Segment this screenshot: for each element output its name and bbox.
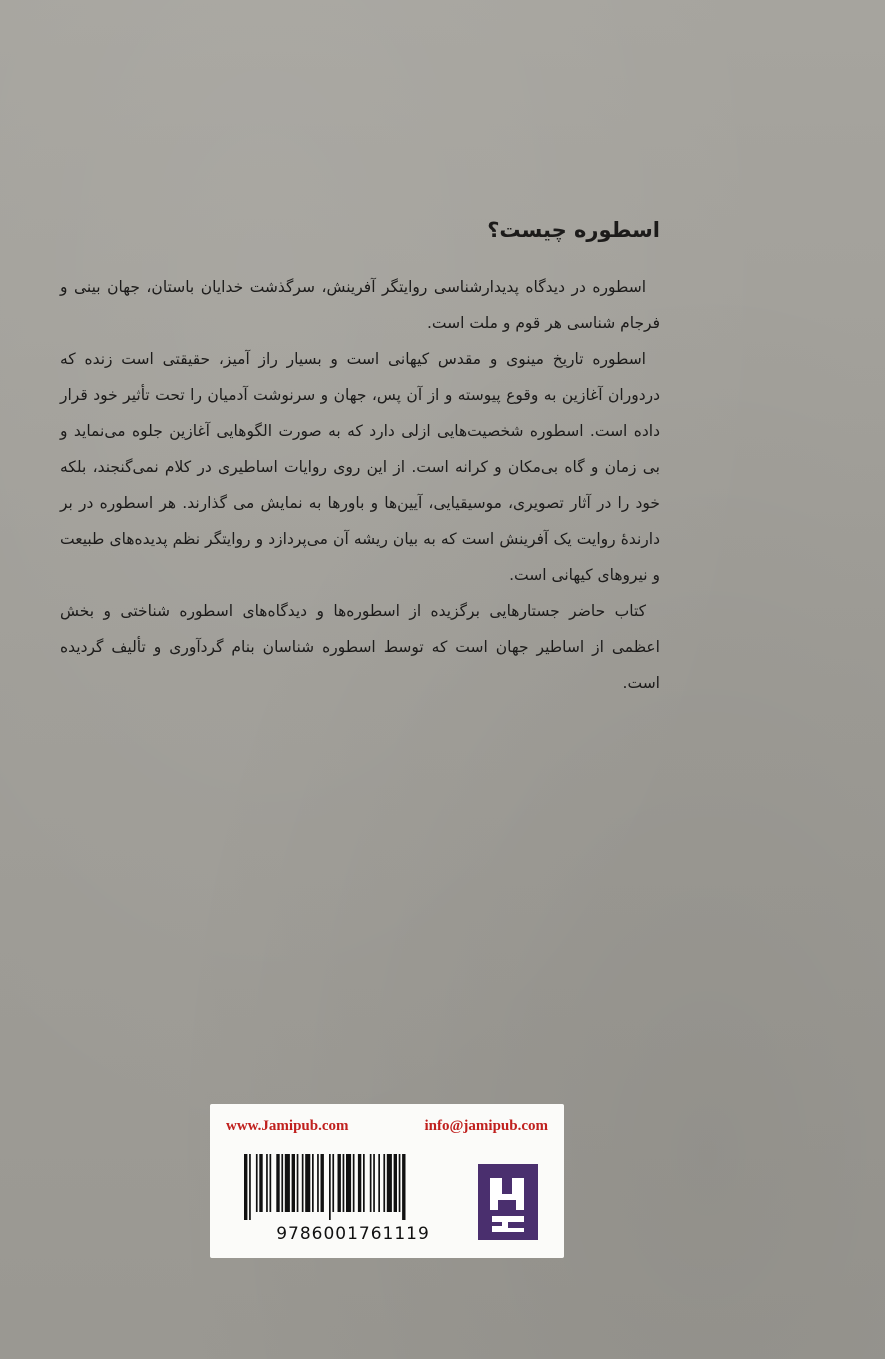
publisher-label bbox=[210, 1104, 564, 1258]
blurb-heading: اسطوره چیست؟ bbox=[487, 218, 660, 242]
blurb bbox=[60, 215, 660, 701]
barcode-area bbox=[234, 1152, 472, 1248]
contact-line bbox=[210, 1118, 564, 1135]
website-link[interactable]: www.Jamipub.com bbox=[226, 1118, 349, 1134]
blurb-paragraph: اسطوره در دیدگاه پدیدارشناسی روایتگر آفرینش، سرگذشت خدایان باستان، جهان بینی و فرجام شناسی هر قوم و ملت است. bbox=[60, 278, 660, 332]
isbn-number: 9786001761119 bbox=[276, 1224, 430, 1244]
blurb-paragraph: کتاب حاضر جستارهایی برگزیده از اسطوره‌ها و دیدگاه‌های اسطوره شناختی و بخش اعظمی از اساطیر جهان است که توسط اسطوره شناسان بنام گردآوری و تألیف گردیده است. bbox=[60, 602, 660, 692]
publisher-logo-icon bbox=[478, 1164, 538, 1240]
email-link[interactable]: info@jamipub.com bbox=[424, 1118, 548, 1134]
barcode-icon bbox=[234, 1152, 472, 1222]
blurb-paragraph: اسطوره تاریخ مینوی و مقدس کیهانی است و بسیار راز آمیز، حقیقتی است زنده که دردوران آغازین به وقوع پیوسته و از آن پس، جهان و سرنوشت آدمیان را تحت تأثیر خود قرار داده است. اسطوره شخصیت‌هایی ازلی دارد که به صورت الگوهایی آغازین جلوه می‌نماید و بی زمان و گاه بی‌مکان و کرانه است. از این روی روایات اساطیری در کلام نمی‌گنجند، بلکه خود را در آثار تصویری، موسیقیایی، آیین‌ها و باورها به نمایش می گذارند. هر اسطوره در بر دارندهٔ روایت یک آفرینش است که به بیان ریشه آن می‌پردازد و روایتگر نظم پدیده‌های طبیعت و نیروهای کیهانی است. bbox=[60, 350, 660, 584]
